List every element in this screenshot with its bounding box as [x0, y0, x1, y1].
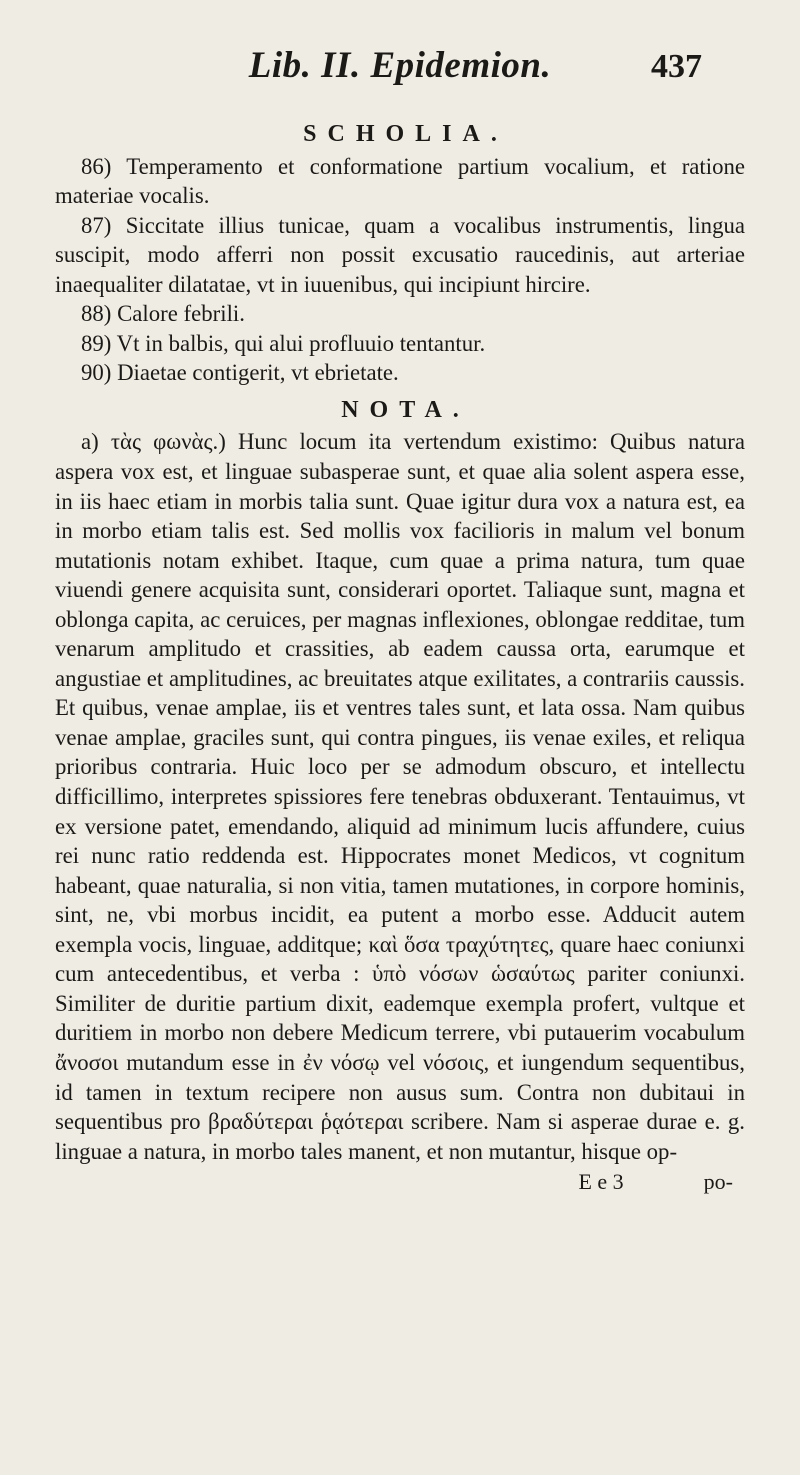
running-head: [0, 40, 800, 100]
nota-heading: NOTA.: [341, 396, 470, 423]
running-title: Lib. II. Epidemion.: [248, 45, 552, 86]
scholion-89: 89) Vt in balbis, qui alui profluuio tentantur.: [81, 330, 486, 356]
page-number: 437: [651, 48, 702, 85]
page-content: [55, 120, 745, 1197]
scholion-90: 90) Diaetae contigerit, vt ebrietate.: [81, 360, 399, 386]
scholion-86: 86) Temperamento et conformatione partium vocalium, et ratione materiae vocalis.: [55, 153, 745, 209]
catchword: po-: [703, 1169, 733, 1195]
page-footer: [55, 1167, 745, 1197]
scholion-87: 87) Siccitate illius tunicae, quam a vocalibus instrumentis, lingua suscipit, modo afferri non possit excusatio raucedinis, aut arteriae inaequaliter dilatatae, vt in iuuenibus, qui incipiunt hircire.: [55, 212, 745, 297]
scholion-88: 88) Calore febrili.: [81, 301, 245, 327]
signature-mark: E e 3: [578, 1169, 624, 1195]
nota-text: a) τὰς φωνὰς.) Hunc locum ita vertendum existimo: Quibus natura aspera vox est, et linguae subasperae sunt, et quae alia solent aspera esse, in iis haec etiam in morbis talia sunt. Quae igitur dura vox a natura est, ea in morbo etiam talis est. Sed mollis vox facilioris in malum vel bonum mutationis notam exhibet. Itaque, cum quae a prima natura, tum quae viuendi genere acquisita sunt, considerari oportet. Taliaque sunt, magna et oblonga capita, ac ceruices, per magnas inflexiones, oblongae redditae, tum venarum amplitudo et crassities, ab eadem caussa orta, earumque et angustiae et amplitudines, ac breuitates atque exilitates, a contrariis caussis. Et quibus, venae amplae, iis et ventres tales sunt, et lata ossa. Nam quibus venae amplae, graciles sunt, qui contra pingues, iis venae exiles, et reliqua prioribus contraria. Huic loco per se admodum obscuro, et intellectu difficillimo, interpretes spissiores fere tenebras obduxerant. Tentauimus, vt ex versione patet, emendando, aliquid ad minimum lucis affundere, cuius rei nunc ratio reddenda est. Hippocrates monet Medicos, vt cognitum habeant, quae naturalia, si non vitia, tamen mutationes, in corpore hominis, sint, ne, vbi morbus incidit, ea putent a morbo esse. Adducit autem exempla vocis, linguae, additque; καὶ ὅσα τραχύτητες, quare haec coniunxi cum antecedentibus, et verba : ὑπὸ νόσων ὡσαύτως pariter coniunxi. Similiter de duritie partium dixit, eademque exempla profert, vultque et duritiem in morbo non debere Medicum terrere, vbi putauerim vocabulum ἄνοσοι mutandum esse in ἐν νόσῳ vel νόσοις, et iungendum sequentibus, id tamen in textum recipere non ausus sum. Contra non dubitaui in sequentibus pro βραδύτεραι ῥᾳότεραι scribere. Nam si asperae durae e. g. linguae a natura, in morbo tales manent, et non mutantur, hisque op-: [55, 429, 746, 1164]
scholia-heading: SCHOLIA.: [303, 121, 508, 147]
